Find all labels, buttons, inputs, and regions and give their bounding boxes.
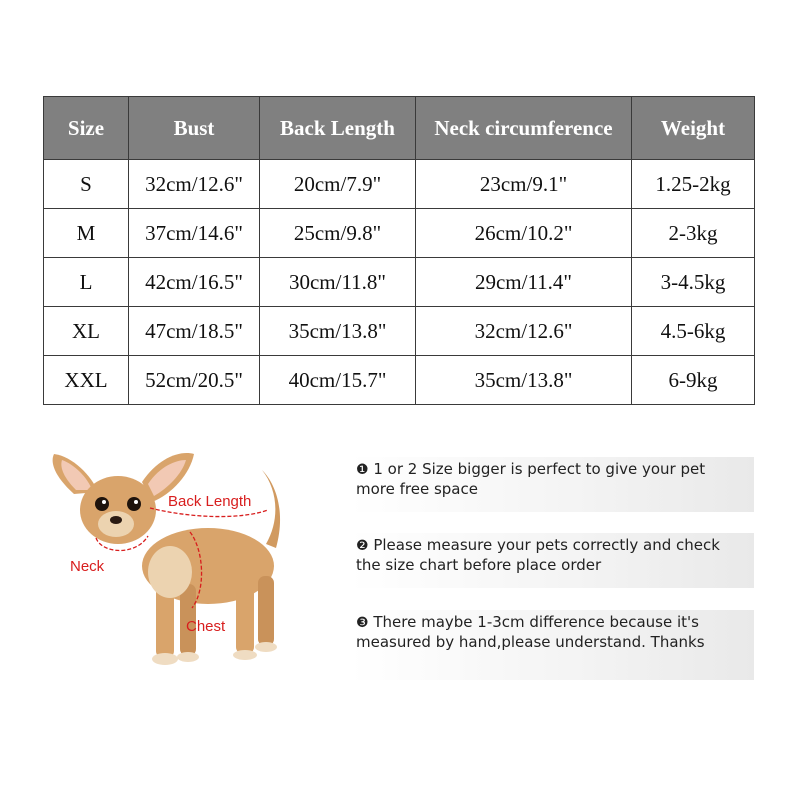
dog-paw [255,642,277,652]
dog-leg-back-left [236,580,254,654]
cell-neck: 29cm/11.4" [416,258,632,307]
table-header-row [44,97,755,160]
neck-label: Neck [70,558,105,575]
cell-neck: 35cm/13.8" [416,356,632,405]
cell-back-length: 30cm/11.8" [260,258,416,307]
cell-neck: 26cm/10.2" [416,209,632,258]
cell-back-length: 35cm/13.8" [260,307,416,356]
dog-paw [152,653,178,665]
table-row [44,307,755,356]
dog-nose [110,516,122,524]
header-neck-circumference: Neck circumference [416,97,632,160]
dog-measurement-figure [40,440,340,680]
cell-bust: 52cm/20.5" [129,356,260,405]
note-text: There maybe 1-3cm difference because it's measured by hand,please understand. Thanks [356,613,705,651]
note-number-1: ❶ [356,462,369,478]
size-chart-table [43,96,755,405]
chest-label: Chest [186,618,226,635]
dog-eye-glint [134,500,138,504]
note-text: Please measure your pets correctly and check the size chart before place order [356,536,720,574]
table-row [44,356,755,405]
cell-weight: 1.25-2kg [632,160,755,209]
cell-size: L [44,258,129,307]
cell-back-length: 20cm/7.9" [260,160,416,209]
dog-leg-back-right [258,576,274,646]
cell-back-length: 40cm/15.7" [260,356,416,405]
table-row [44,258,755,307]
dog-eye-glint [102,500,106,504]
note-text: 1 or 2 Size bigger is perfect to give your pet more free space [356,460,706,498]
note-measure-advice [350,533,754,588]
cell-bust: 32cm/12.6" [129,160,260,209]
header-bust: Bust [129,97,260,160]
note-size-advice [350,457,754,512]
dog-chest-patch [148,546,192,598]
note-difference-advice [350,610,754,680]
note-number-2: ❷ [356,538,369,554]
cell-weight: 4.5-6kg [632,307,755,356]
note-number-3: ❸ [356,615,369,631]
cell-size: XL [44,307,129,356]
cell-bust: 47cm/18.5" [129,307,260,356]
cell-bust: 37cm/14.6" [129,209,260,258]
cell-weight: 3-4.5kg [632,258,755,307]
cell-weight: 6-9kg [632,356,755,405]
table-row [44,209,755,258]
header-weight: Weight [632,97,755,160]
cell-size: M [44,209,129,258]
table-row [44,160,755,209]
dog-paw [233,650,257,660]
cell-bust: 42cm/16.5" [129,258,260,307]
header-size: Size [44,97,129,160]
dog-tail [262,470,280,548]
cell-size: XXL [44,356,129,405]
cell-neck: 23cm/9.1" [416,160,632,209]
cell-weight: 2-3kg [632,209,755,258]
cell-neck: 32cm/12.6" [416,307,632,356]
dog-eye-left [95,497,109,511]
dog-illustration [40,440,340,680]
dog-paw [177,652,199,662]
back-length-label: Back Length [168,493,252,510]
cell-back-length: 25cm/9.8" [260,209,416,258]
header-back-length: Back Length [260,97,416,160]
cell-size: S [44,160,129,209]
dog-eye-right [127,497,141,511]
